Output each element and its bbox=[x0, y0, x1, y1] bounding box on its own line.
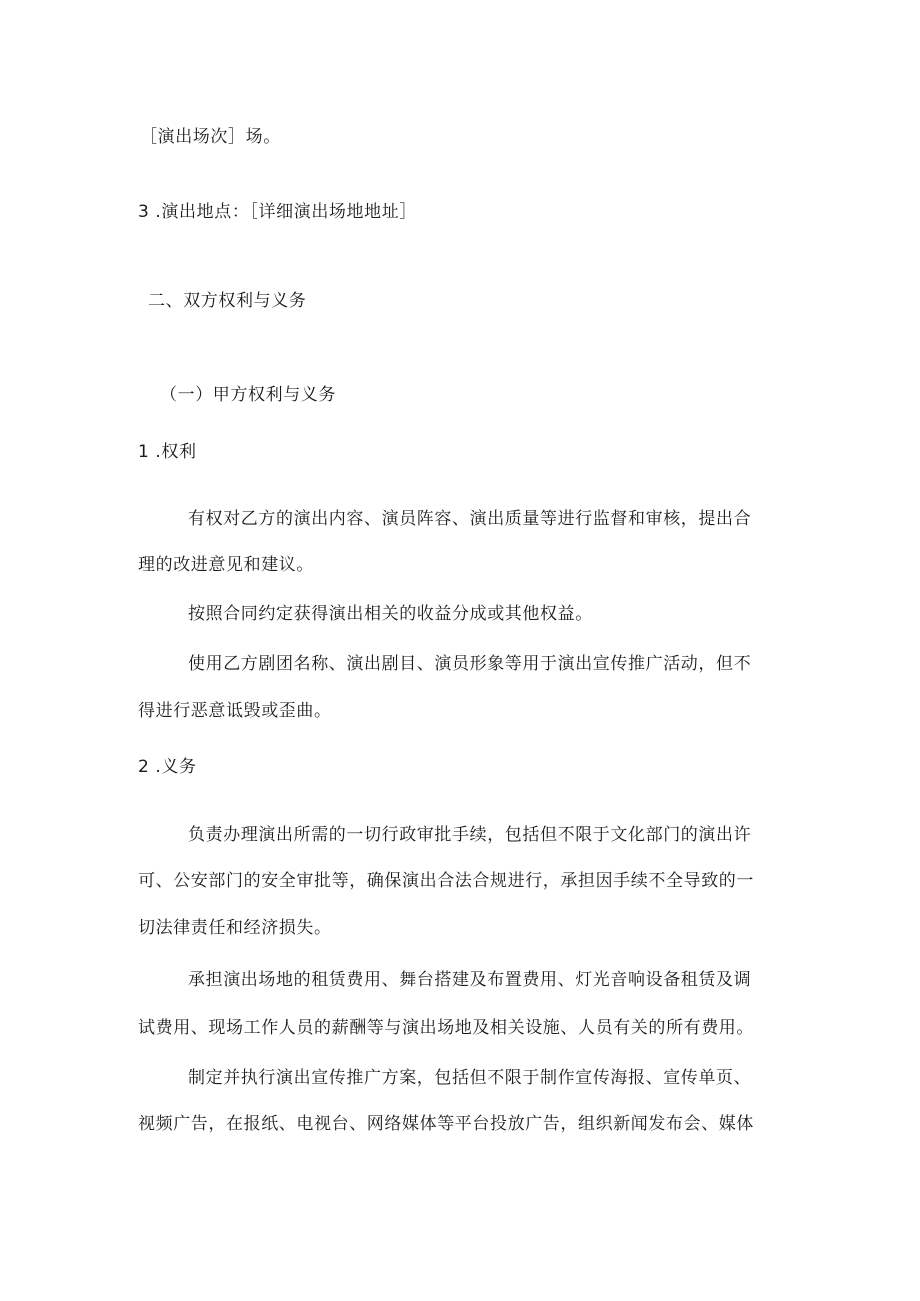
section-2-heading: 二、双方权利与义务 bbox=[148, 291, 307, 311]
duties-paragraph-2-line-1: 承担演出场地的租赁费用、舞台搭建及布置费用、灯光音响设备租赁及调 bbox=[188, 970, 752, 990]
duties-paragraph-3-line-2: 视频广告，在报纸、电视台、网络媒体等平台投放广告，组织新闻发布会、媒体 bbox=[138, 1114, 754, 1134]
duties-heading: 2 .义务 bbox=[138, 757, 197, 777]
duties-paragraph-2-line-2: 试费用、现场工作人员的薪酬等与演出场地及相关设施、人员有关的所有费用。 bbox=[138, 1018, 754, 1038]
duties-paragraph-1-line-3: 切法律责任和经济损失。 bbox=[138, 918, 332, 938]
rights-paragraph-1-line-1: 有权对乙方的演出内容、演员阵容、演出质量等进行监督和审核，提出合 bbox=[188, 509, 752, 529]
duties-paragraph-1-line-1: 负责办理演出所需的一切行政审批手续，包括但不限于文化部门的演出许 bbox=[188, 825, 752, 845]
venue-count-tail: ［演出场次］场。 bbox=[140, 127, 281, 147]
rights-paragraph-2: 按照合同约定获得演出相关的收益分成或其他权益。 bbox=[188, 604, 593, 624]
rights-paragraph-3-line-2: 得进行恶意诋毁或歪曲。 bbox=[138, 701, 332, 721]
subsection-1-heading: （一）甲方权利与义务 bbox=[160, 385, 336, 405]
rights-paragraph-1-line-2: 理的改进意见和建议。 bbox=[138, 555, 314, 575]
duties-paragraph-3-line-1: 制定并执行演出宣传推广方案，包括但不限于制作宣传海报、宣传单页、 bbox=[188, 1068, 752, 1088]
duties-paragraph-1-line-2: 可、公安部门的安全审批等，确保演出合法合规进行，承担因手续不全导致的一 bbox=[138, 871, 754, 891]
rights-heading: 1 .权利 bbox=[138, 442, 197, 462]
rights-paragraph-3-line-1: 使用乙方剧团名称、演出剧目、演员形象等用于演出宣传推广活动，但不 bbox=[188, 654, 752, 674]
item-3-venue: 3 .演出地点：［详细演出场地地址］ bbox=[138, 202, 417, 222]
